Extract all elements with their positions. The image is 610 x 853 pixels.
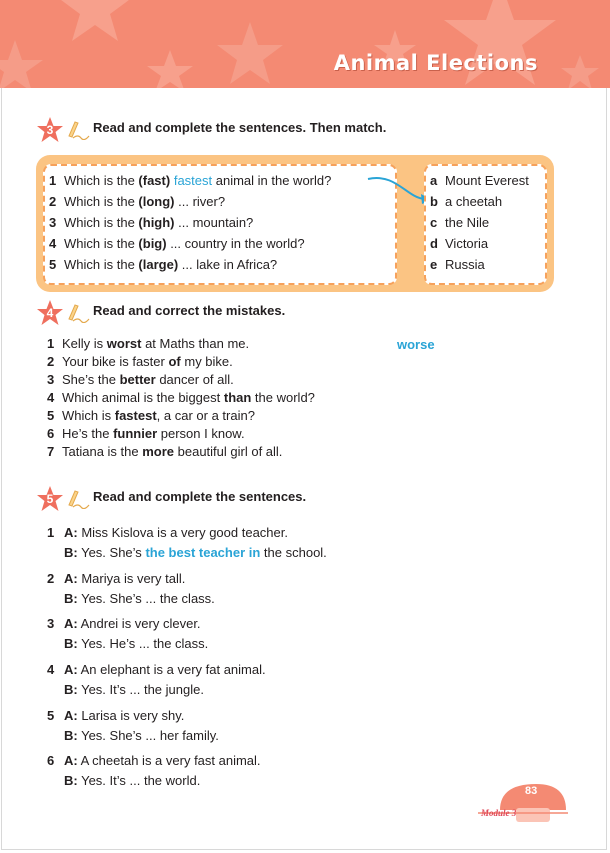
dialogue-number: 6 bbox=[47, 753, 55, 768]
item-number: 5 bbox=[47, 408, 55, 423]
option-item bbox=[430, 194, 502, 209]
dialogue-number: 4 bbox=[47, 662, 55, 677]
mistake-sentence bbox=[47, 408, 255, 423]
item-number: 5 bbox=[49, 257, 57, 272]
dialogue-text: Larisa is very shy. bbox=[77, 708, 185, 723]
sentence-text: person I know. bbox=[157, 426, 245, 441]
dialogue-line-b bbox=[64, 728, 219, 743]
sentence-text: She’s the bbox=[62, 372, 120, 387]
question-item bbox=[49, 194, 225, 209]
speaker-label: B: bbox=[64, 682, 78, 697]
questions-box bbox=[43, 164, 397, 285]
item-number: 3 bbox=[47, 372, 55, 387]
dialogue-text: Yes. She’s bbox=[77, 545, 146, 560]
question-item bbox=[49, 215, 253, 230]
mistake-word: funnier bbox=[113, 426, 158, 441]
example-correction: worse bbox=[397, 337, 435, 352]
speaker-label: B: bbox=[64, 636, 78, 651]
question-text: Which is the bbox=[64, 257, 139, 272]
sentence-text: He’s the bbox=[62, 426, 114, 441]
dialogue-number: 2 bbox=[47, 571, 55, 586]
question-text: Which is the bbox=[64, 215, 139, 230]
option-item bbox=[430, 173, 529, 188]
page-number-mushroom-icon bbox=[478, 780, 568, 825]
mistake-sentence bbox=[47, 372, 234, 387]
item-number: 7 bbox=[47, 444, 55, 459]
question-text: ... river? bbox=[174, 194, 226, 209]
question-cue: (big) bbox=[138, 236, 167, 251]
sentence-text: Kelly is bbox=[62, 336, 107, 351]
sentence-text: Which animal is the biggest bbox=[62, 390, 224, 405]
dialogue-text: Yes. He’s ... the class. bbox=[77, 636, 209, 651]
dialogue-line-b bbox=[64, 545, 327, 560]
option-letter: c bbox=[430, 215, 438, 230]
exercise-instruction: Read and complete the sentences. Then match. bbox=[93, 120, 387, 135]
exercise-instruction: Read and correct the mistakes. bbox=[93, 303, 286, 318]
speaker-label: B: bbox=[64, 545, 78, 560]
page-title: Animal Elections bbox=[333, 51, 538, 75]
dialogue-line-b bbox=[64, 591, 215, 606]
mistake-sentence bbox=[47, 354, 233, 369]
dialogue-text: Andrei is very clever. bbox=[77, 616, 201, 631]
dialogue-line-a bbox=[64, 662, 266, 677]
sentence-text: Tatiana is the bbox=[62, 444, 143, 459]
option-item bbox=[430, 236, 488, 251]
question-text: Which is the bbox=[64, 173, 139, 188]
option-letter: e bbox=[430, 257, 438, 272]
mistake-word: better bbox=[119, 372, 156, 387]
item-number: 4 bbox=[49, 236, 57, 251]
header-banner bbox=[0, 0, 610, 88]
sentence-text: Which is bbox=[62, 408, 115, 423]
question-item bbox=[49, 173, 331, 188]
speaker-label: A: bbox=[64, 525, 78, 540]
dialogue-line-b bbox=[64, 773, 200, 788]
question-text: ... lake in Africa? bbox=[178, 257, 278, 272]
question-cue: (large) bbox=[138, 257, 179, 272]
dialogue-number: 5 bbox=[47, 708, 55, 723]
example-answer: fastest bbox=[173, 173, 213, 188]
mistake-sentence bbox=[47, 444, 282, 459]
sentence-text: Your bike is faster bbox=[62, 354, 169, 369]
option-letter: a bbox=[430, 173, 438, 188]
speaker-label: A: bbox=[64, 708, 78, 723]
pencil-icon bbox=[66, 303, 90, 323]
question-text: ... country in the world? bbox=[166, 236, 305, 251]
mistake-sentence bbox=[47, 336, 249, 351]
question-cue: (long) bbox=[138, 194, 175, 209]
option-item bbox=[430, 215, 489, 230]
dialogue-text: Yes. She’s ... her family. bbox=[77, 728, 219, 743]
module-label: Module 3 bbox=[481, 808, 517, 818]
dialogue-text: A cheetah is a very fast animal. bbox=[77, 753, 261, 768]
question-cue: (fast) bbox=[138, 173, 171, 188]
dialogue-text: An elephant is a very fat animal. bbox=[77, 662, 266, 677]
option-text: Russia bbox=[445, 257, 485, 272]
dialogue-text: Mariya is very tall. bbox=[77, 571, 186, 586]
dialogue-text: the school. bbox=[260, 545, 327, 560]
mistake-word: more bbox=[142, 444, 175, 459]
answers-box bbox=[424, 164, 547, 285]
option-text: Victoria bbox=[445, 236, 489, 251]
dialogue-line-a bbox=[64, 708, 184, 723]
sentence-text: the world? bbox=[251, 390, 315, 405]
pencil-icon bbox=[66, 120, 90, 140]
mistake-word: worst bbox=[106, 336, 142, 351]
dialogue-text: Yes. She’s ... the class. bbox=[77, 591, 215, 606]
speaker-label: B: bbox=[64, 773, 78, 788]
dialogue-line-a bbox=[64, 753, 261, 768]
question-text: animal in the world? bbox=[212, 173, 332, 188]
option-letter: d bbox=[430, 236, 438, 251]
dialogue-line-a bbox=[64, 616, 201, 631]
mistake-word: fastest bbox=[114, 408, 157, 423]
exercise-number: 4 bbox=[46, 306, 54, 320]
question-item bbox=[49, 257, 277, 272]
dialogue-line-b bbox=[64, 682, 204, 697]
question-text: Which is the bbox=[64, 194, 139, 209]
speaker-label: A: bbox=[64, 616, 78, 631]
sentence-text: beautiful girl of all. bbox=[174, 444, 283, 459]
item-number: 1 bbox=[49, 173, 57, 188]
matching-box bbox=[36, 155, 554, 292]
dialogue-text: Yes. It’s ... the world. bbox=[77, 773, 201, 788]
dialogue-line-a bbox=[64, 525, 288, 540]
option-letter: b bbox=[430, 194, 438, 209]
mistake-word: of bbox=[168, 354, 181, 369]
exercise-number: 5 bbox=[46, 492, 54, 506]
exercise-number-star bbox=[36, 486, 64, 514]
question-item bbox=[49, 236, 305, 251]
page-number: 83 bbox=[525, 785, 538, 797]
option-text: Mount Everest bbox=[445, 173, 529, 188]
item-number: 4 bbox=[47, 390, 55, 405]
option-text: the Nile bbox=[445, 215, 490, 230]
example-answer: the best teacher in bbox=[145, 545, 261, 560]
speaker-label: B: bbox=[64, 591, 78, 606]
mistake-sentence bbox=[47, 426, 245, 441]
mistake-word: than bbox=[223, 390, 252, 405]
item-number: 2 bbox=[49, 194, 57, 209]
sentence-text: , a car or a train? bbox=[156, 408, 255, 423]
item-number: 2 bbox=[47, 354, 55, 369]
question-cue: (high) bbox=[138, 215, 175, 230]
dialogue-line-b bbox=[64, 636, 208, 651]
dialogue-number: 3 bbox=[47, 616, 55, 631]
exercise-number-star bbox=[36, 300, 64, 328]
question-text: Which is the bbox=[64, 236, 139, 251]
dialogue-text: Miss Kislova is a very good teacher. bbox=[77, 525, 288, 540]
item-number: 1 bbox=[47, 336, 55, 351]
sentence-text: dancer of all. bbox=[155, 372, 234, 387]
mistake-sentence bbox=[47, 390, 315, 405]
item-number: 3 bbox=[49, 215, 57, 230]
dialogue-line-a bbox=[64, 571, 185, 586]
pencil-icon bbox=[66, 489, 90, 509]
item-number: 6 bbox=[47, 426, 55, 441]
sentence-text: my bike. bbox=[180, 354, 233, 369]
exercise-number-star bbox=[36, 117, 64, 145]
dialogue-number: 1 bbox=[47, 525, 55, 540]
speaker-label: A: bbox=[64, 662, 78, 677]
dialogue-text: Yes. It’s ... the jungle. bbox=[77, 682, 204, 697]
exercise-instruction: Read and complete the sentences. bbox=[93, 489, 307, 504]
speaker-label: A: bbox=[64, 571, 78, 586]
sentence-text: at Maths than me. bbox=[141, 336, 250, 351]
speaker-label: B: bbox=[64, 728, 78, 743]
speaker-label: A: bbox=[64, 753, 78, 768]
option-item bbox=[430, 257, 485, 272]
question-text: ... mountain? bbox=[174, 215, 254, 230]
option-text: a cheetah bbox=[445, 194, 503, 209]
exercise-number: 3 bbox=[46, 123, 54, 137]
